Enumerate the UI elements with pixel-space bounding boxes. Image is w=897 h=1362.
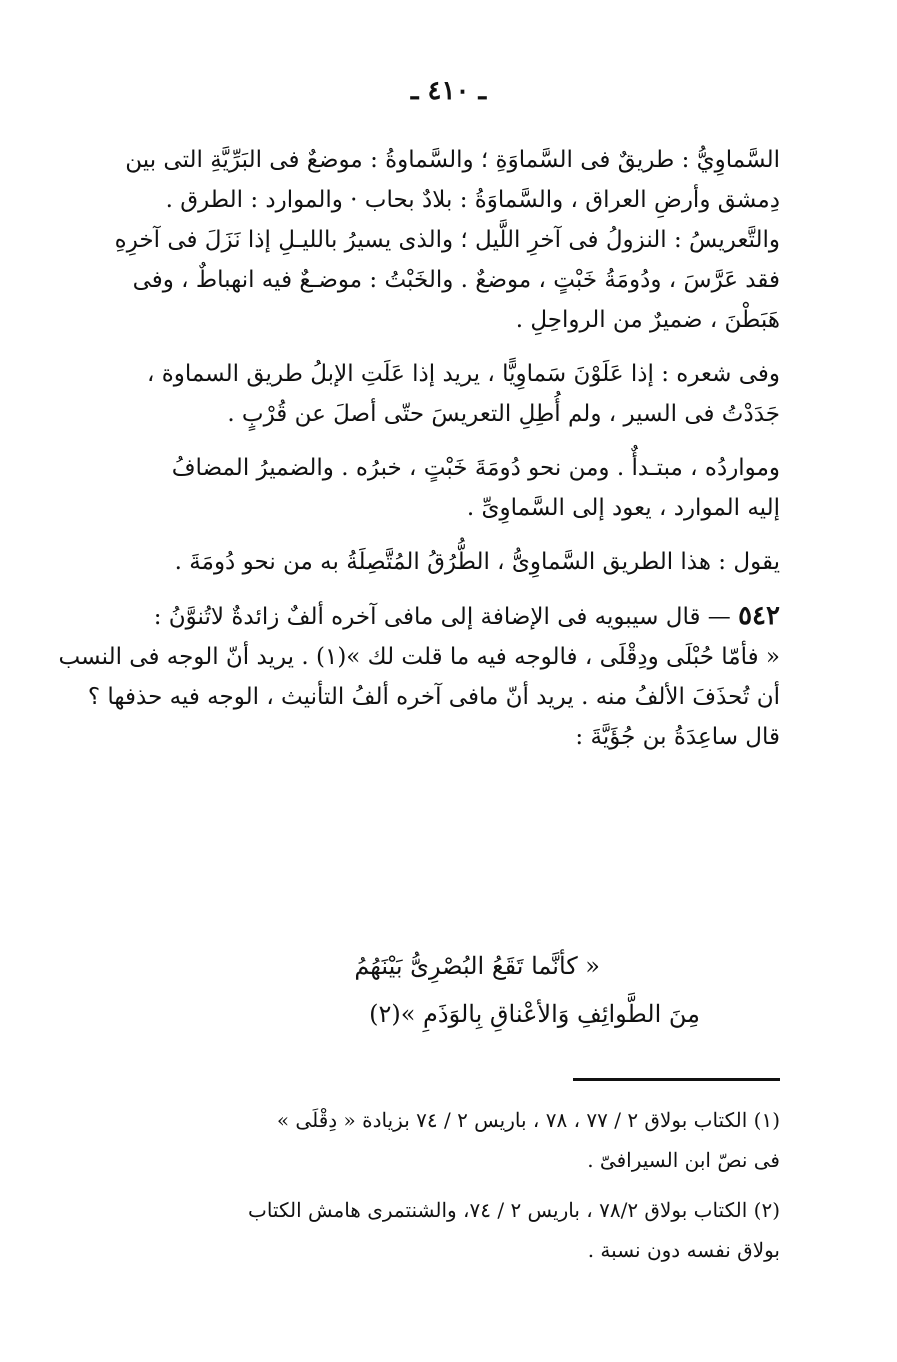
verse-line-2: مِنَ الطَّوائِفِ وَالأعْناقِ بِالوَذَمِ »(٢) [369, 1000, 700, 1028]
text-line: يقول : هذا الطريق السَّماوِىُّ ، الطُّرُقُ المُتَّصِلَةُ به من نحو دُومَةَ . [174, 549, 780, 575]
paragraph-definitions [114, 140, 780, 340]
text-line: إليه الموارد ، يعود إلى السَّماوِىِّ . [466, 495, 780, 521]
paragraph-poetry-explanation [120, 354, 780, 434]
footnote-1 [120, 1100, 780, 1180]
text-line: جَدَدْتُ فى السير ، ولم أُطِلِ التعريسَ حتّى أصلَ عن قُرْبٍ . [227, 401, 780, 427]
section-542 [58, 596, 780, 757]
text-line: دِمشق وأرضِ العراق ، والسَّماوَةُ : بلادٌ بحاب · والموارد : الطرق . [165, 187, 780, 213]
section-text: — قال سيبويه فى الإضافة إلى مافى آخره ألفٌ زائدةٌ لاتُنوَّنُ : [153, 604, 731, 630]
text-line: هَبَطْنَ ، ضميرٌ من الرواحِلِ . [515, 307, 780, 333]
text-line: السَّماوِيُّ : طريقٌ فى السَّماوَةِ ؛ والسَّماوةُ : موضعٌ فى البَرِّيَّةِ التى بين [125, 147, 780, 173]
text-line: أن تُحذَفَ الألفُ منه . يريد أنّ مافى آخره ألفُ التأنيث ، الوجه فيه حذفها ؟ [87, 684, 780, 710]
text-line: وفى شعره : إذا عَلَوْنَ سَماوِيًّا ، يريد إذا عَلَتِ الإبلُ طريق السماوة ، [146, 361, 780, 387]
verse-line-1: « كأنَّما تَقَعُ البُصْرِىُّ بَيْنَهُمُ [354, 952, 600, 980]
text-line: ومواردُه ، مبتـدأٌ . ومن نحو دُومَةَ خَبْتٍ ، خبرُه . والضميرُ المضافُ [171, 455, 780, 481]
footnote-line: (٢) الكتاب بولاق ٧٨/٢ ، باريس ٢ / ٧٤، والشنتمرى هامش الكتاب [247, 1198, 780, 1222]
paragraph-grammar [120, 448, 780, 528]
paragraph-summary [120, 542, 780, 582]
poetry-verse [120, 942, 780, 1038]
text-line: قال ساعِدَةُ بن جُؤَيَّةَ : [575, 724, 780, 750]
footnote-2 [120, 1190, 780, 1270]
footnote-divider [573, 1078, 780, 1081]
footnotes [120, 1100, 780, 1280]
page-number: ـ ٤١٠ ـ [410, 76, 487, 106]
text-line: والتَّعريسُ : النزولُ فى آخرِ اللَّيل ؛ والذى يسيرُ بالليـلِ إذا نَزَلَ فى آخرِهِ [114, 227, 780, 253]
main-text [58, 140, 780, 771]
footnote-line: بولاق نفسه دون نسبة . [587, 1238, 780, 1262]
section-first-line [120, 596, 780, 637]
section-number: ٥٤٢ [738, 601, 780, 631]
text-line: فقد عَرَّسَ ، ودُومَةُ خَبْتٍ ، موضعٌ . والخَبْتُ : موضـعٌ فيه انهباطٌ ، وفى [132, 267, 780, 293]
footnote-line: (١) الكتاب بولاق ٢ / ٧٧ ، ٧٨ ، باريس ٢ / ٧٤ بزيادة « دِقْلَى » [276, 1108, 780, 1132]
text-line: « فأمّا حُبْلَى ودِقْلَى ، فالوجه فيه ما قلت لك »(١) . يريد أنّ الوجه فى النسب [58, 644, 780, 670]
footnote-line: فى نصّ ابن السيرافىّ . [587, 1148, 780, 1172]
